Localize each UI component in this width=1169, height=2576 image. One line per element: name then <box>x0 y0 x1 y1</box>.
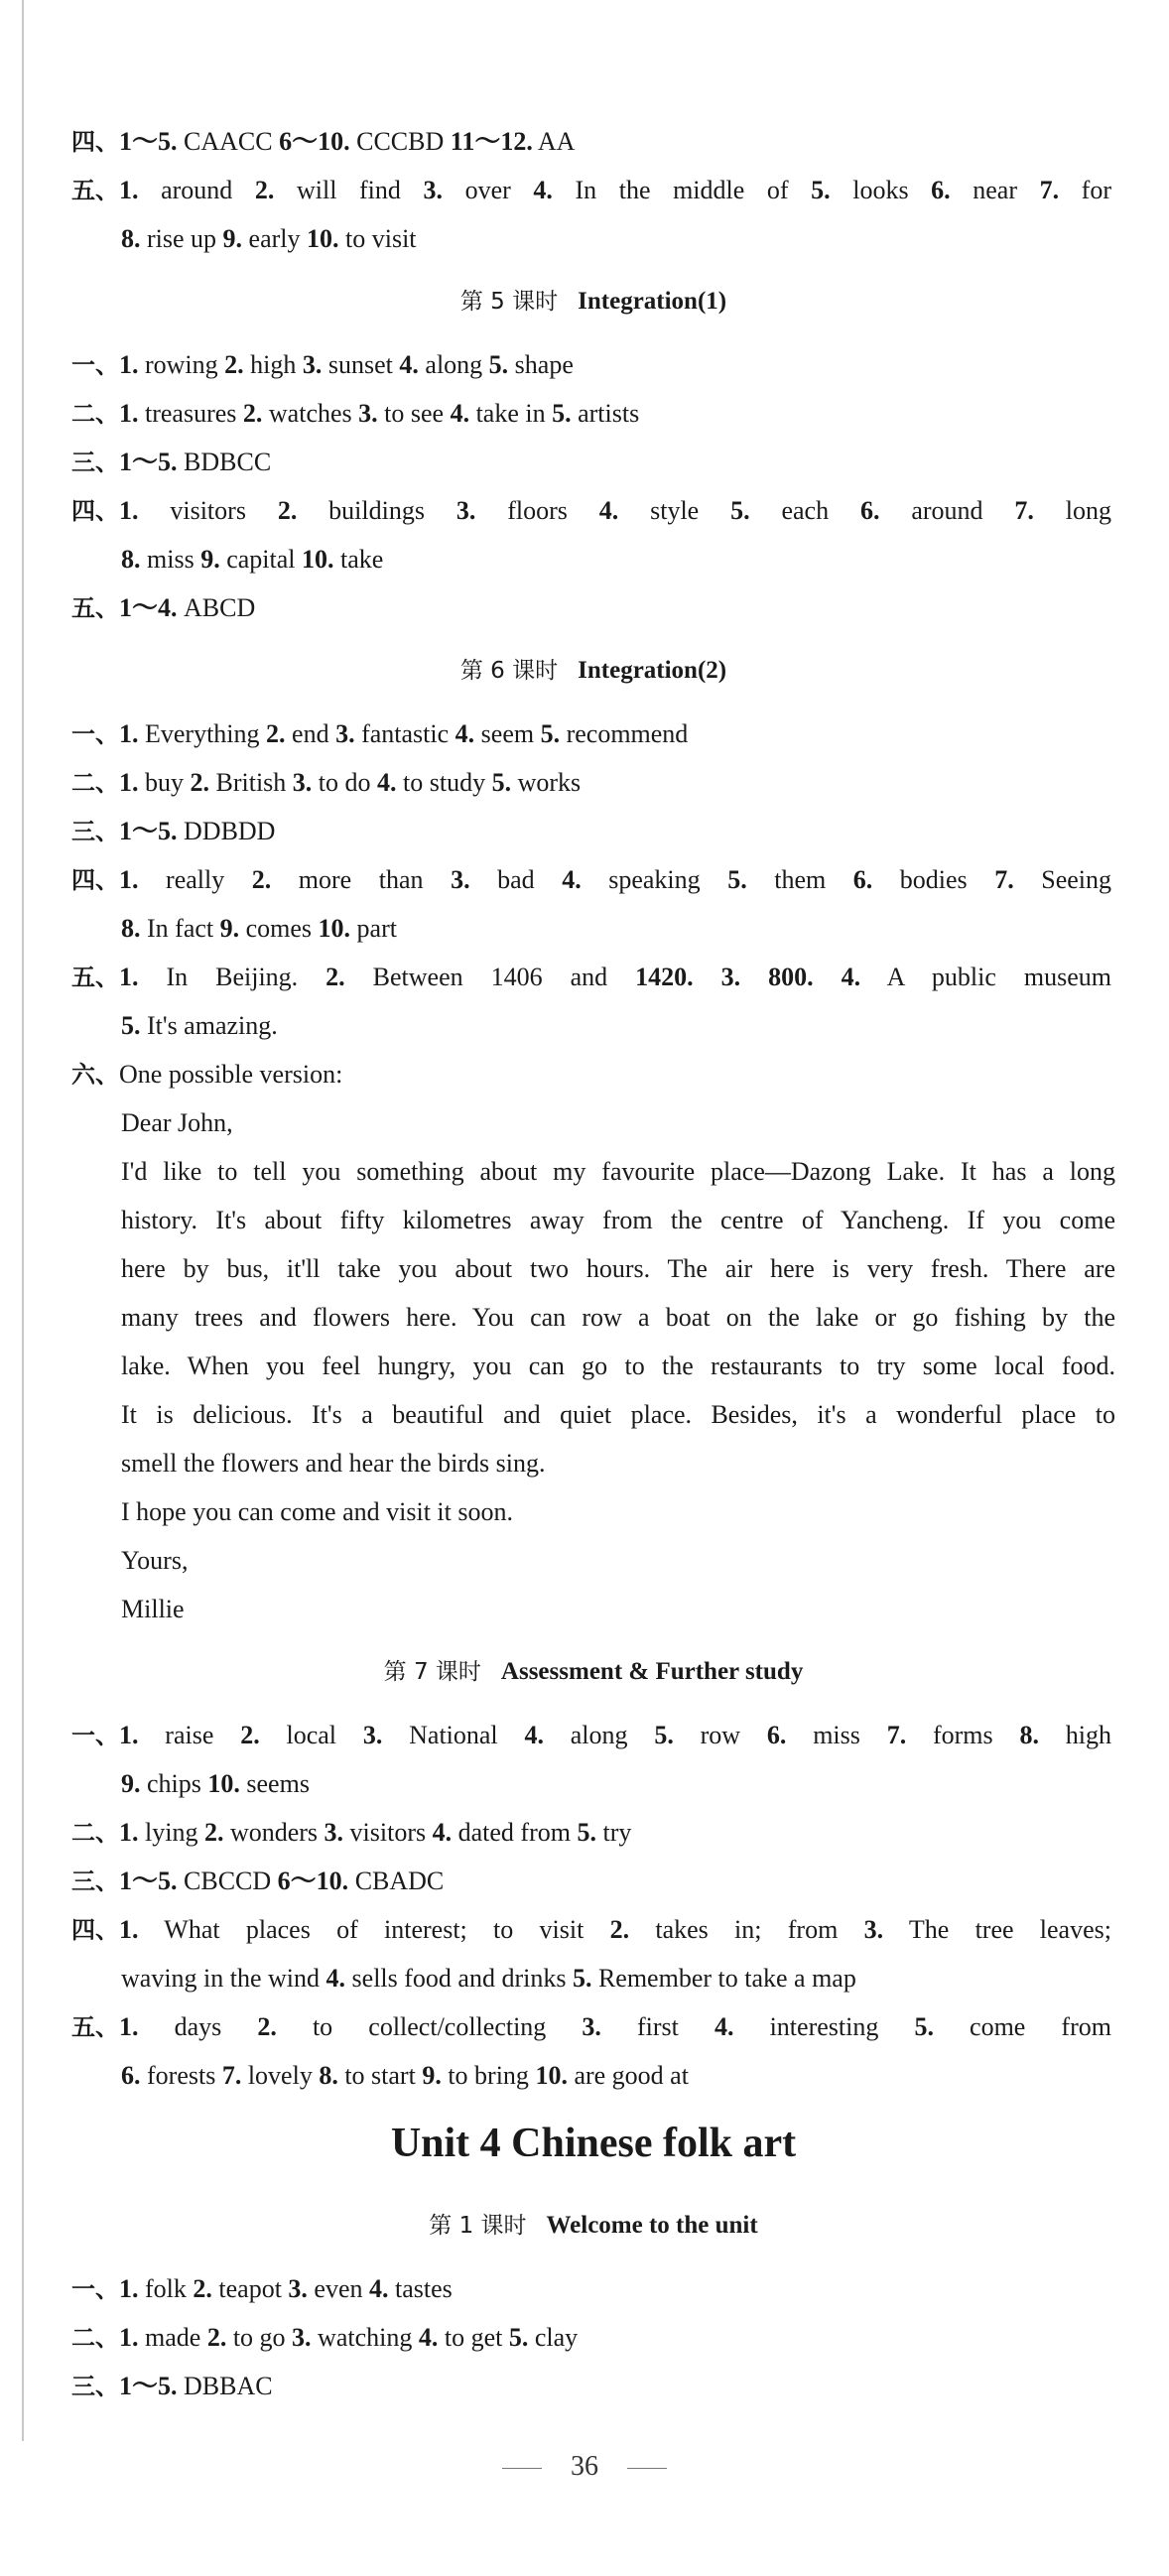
item-number: 6. <box>766 1721 787 1749</box>
answer-text: 1～5. CAACC 6～10. CCCBD 11～12. AA <box>119 127 576 156</box>
item-number: 9. <box>219 914 240 943</box>
item-number: 3. <box>288 2274 308 2303</box>
item-number: 4. <box>455 719 475 748</box>
item-number: 5. <box>654 1721 674 1749</box>
item-number: 10. <box>535 2061 568 2090</box>
item-number: 4. <box>533 176 553 204</box>
answer-line <box>71 1147 1115 1196</box>
item-number: 9. <box>222 224 243 253</box>
answer-text: smell the flowers and hear the birds sing. <box>121 1449 546 1478</box>
item-number: 1～5. <box>119 1867 178 1895</box>
section-label: 三、 <box>71 2373 119 2400</box>
answer-text: I'd like to tell you something about my favourite place—Dazong Lake. It has a long <box>121 1157 1115 1186</box>
item-number: 9. <box>121 1769 141 1798</box>
answer-text: 1. buy 2. British 3. to do 4. to study 5. works <box>119 768 582 797</box>
answer-text: Dear John, <box>121 1108 233 1137</box>
lesson-number: 第 5 课时 <box>459 289 559 315</box>
answer-line <box>71 583 1115 632</box>
lesson-heading <box>71 263 1115 340</box>
section-label: 五、 <box>71 177 119 204</box>
answer-line <box>71 1857 1115 1905</box>
item-number: 4. <box>450 399 470 428</box>
section-label: 四、 <box>71 866 119 894</box>
item-number: 1. <box>119 865 139 894</box>
answer-text: lake. When you feel hungry, you can go to the restaurants to try some local food. <box>121 1352 1115 1380</box>
answer-text: 1～5. CBCCD 6～10. CBADC <box>119 1867 445 1895</box>
answer-text: 1. visitors 2. buildings 3. floors 4. style 5. each 6. around 7. long <box>119 496 1111 525</box>
item-number: 8. <box>121 545 141 574</box>
answer-line <box>71 1808 1115 1857</box>
item-number: 1～4. <box>119 593 178 622</box>
answer-text: It is delicious. It's a beautiful and quiet place. Besides, it's a wonderful place to <box>121 1400 1115 1429</box>
item-number: 8. <box>121 224 141 253</box>
answer-text: Millie <box>121 1595 185 1623</box>
lesson-title: Integration(2) <box>578 657 727 684</box>
answer-text: here by bus, it'll take you about two hours. The air here is very fresh. There are <box>121 1254 1115 1283</box>
answer-line <box>71 2362 1115 2410</box>
answer-line <box>71 1244 1115 1293</box>
item-number: 5. <box>508 2323 529 2352</box>
answer-line <box>71 1711 1115 1759</box>
item-number: 7. <box>1014 496 1034 525</box>
item-number: 4. <box>524 1721 544 1749</box>
page-footer <box>0 2451 1169 2483</box>
lesson-title: Welcome to the unit <box>546 2212 758 2239</box>
item-number: 5. <box>577 1818 596 1847</box>
item-number: 1. <box>119 176 139 204</box>
item-number: 2. <box>254 176 275 204</box>
answer-line <box>71 166 1115 214</box>
answer-text: 1. folk 2. teapot 3. even 4. tastes <box>119 2274 453 2303</box>
section-label: 二、 <box>71 2324 119 2352</box>
answer-line <box>71 2002 1115 2051</box>
answer-line <box>71 855 1115 904</box>
answer-line <box>71 1342 1115 1390</box>
unit-title: Unit 4 Chinese folk art <box>390 2121 797 2166</box>
answer-line <box>71 2313 1115 2362</box>
answer-line <box>71 1196 1115 1244</box>
answer-line <box>71 1439 1115 1487</box>
answer-line <box>71 953 1115 1001</box>
answer-text: 1. In Beijing. 2. Between 1406 and 1420. 3. 800. 4. A public museum <box>119 963 1112 991</box>
item-number: 3. <box>292 2323 312 2352</box>
answer-line <box>71 1390 1115 1439</box>
item-number: 5. <box>491 768 512 797</box>
answer-text: 1. made 2. to go 3. watching 4. to get 5. clay <box>119 2323 579 2352</box>
item-number: 2. <box>277 496 298 525</box>
item-number: 3. <box>863 1915 884 1944</box>
item-number: 1. <box>119 1721 139 1749</box>
item-number: 4. <box>418 2323 439 2352</box>
item-number: 3. <box>423 176 443 204</box>
answer-text: Yours, <box>121 1546 189 1575</box>
item-number: 8. <box>319 2061 338 2090</box>
item-number: 2. <box>325 963 345 991</box>
item-number: 5. <box>811 176 831 204</box>
item-number: 9. <box>422 2061 442 2090</box>
answer-text: 9. chips 10. seems <box>121 1769 310 1798</box>
section-label: 四、 <box>71 497 119 525</box>
answer-line <box>71 1050 1115 1098</box>
item-number: 8. <box>121 914 141 943</box>
section-label: 一、 <box>71 1722 119 1749</box>
answer-text: 1～5. DDBDD <box>119 817 276 845</box>
item-number: 10. <box>207 1769 240 1798</box>
item-number: 2. <box>203 1818 224 1847</box>
item-number: 5. <box>121 1011 141 1040</box>
answer-text: 1. What places of interest; to visit 2. takes in; from 3. The tree leaves; <box>119 1915 1111 1944</box>
item-number: 1～5. <box>119 448 178 476</box>
item-number: 3. <box>292 768 313 797</box>
item-number: 4. <box>377 768 397 797</box>
answer-text: history. It's about fifty kilometres away from the centre of Yancheng. If you come <box>121 1206 1115 1234</box>
item-number: 6～10. <box>277 1867 349 1895</box>
answer-text: 1～5. BDBCC <box>119 448 272 476</box>
item-number: 1. <box>119 496 139 525</box>
answer-text: 8. rise up 9. early 10. to visit <box>121 224 417 253</box>
answer-line <box>71 904 1115 953</box>
item-number: 7. <box>994 865 1014 894</box>
answer-text: One possible version: <box>119 1060 343 1089</box>
item-number: 1. <box>119 2323 139 2352</box>
answer-text: 5. It's amazing. <box>121 1011 278 1040</box>
answer-line <box>71 1759 1115 1808</box>
item-number: 11～12. <box>450 127 533 156</box>
item-number: 3. <box>582 2012 601 2041</box>
section-label: 五、 <box>71 594 119 622</box>
item-number: 4. <box>369 2274 389 2303</box>
item-number: 1. <box>119 350 139 379</box>
item-number: 2. <box>193 2274 212 2303</box>
answer-text: 1. really 2. more than 3. bad 4. speaking 5. them 6. bodies 7. Seeing <box>119 865 1112 894</box>
item-number: 4. <box>841 963 861 991</box>
section-label: 二、 <box>71 1819 119 1847</box>
item-number: 2. <box>609 1915 630 1944</box>
section-label: 三、 <box>71 1868 119 1895</box>
answer-line <box>71 807 1115 855</box>
answer-text: 1. treasures 2. watches 3. to see 4. take in 5. artists <box>119 399 640 428</box>
section-label: 三、 <box>71 449 119 476</box>
item-number: 10. <box>318 914 351 943</box>
lesson-heading <box>71 632 1115 709</box>
item-number: 4. <box>432 1818 453 1847</box>
section-label: 三、 <box>71 818 119 845</box>
answer-line <box>71 486 1115 535</box>
answer-line <box>71 535 1115 583</box>
item-number: 6. <box>852 865 873 894</box>
item-number: 1. <box>119 1915 139 1944</box>
answer-text: 1. lying 2. wonders 3. visitors 4. dated from 5. try <box>119 1818 632 1847</box>
item-number: 6. <box>121 2061 141 2090</box>
answer-line <box>71 1536 1115 1585</box>
answer-text: 1. rowing 2. high 3. sunset 4. along 5. shape <box>119 350 574 379</box>
item-number: 3. <box>720 963 741 991</box>
answer-line <box>71 1954 1115 2002</box>
answer-text: 1. around 2. will find 3. over 4. In the middle of 5. looks 6. near 7. for <box>119 176 1112 204</box>
item-number: 5. <box>552 399 572 428</box>
item-number: 1～5. <box>119 127 178 156</box>
lesson-heading <box>71 2187 1115 2264</box>
item-number: 2. <box>266 719 286 748</box>
section-label: 二、 <box>71 400 119 428</box>
answer-line <box>71 1293 1115 1342</box>
item-number: 6～10. <box>279 127 350 156</box>
item-number: 2. <box>242 399 263 428</box>
item-number: 3. <box>451 865 470 894</box>
item-number: 5. <box>914 2012 934 2041</box>
item-number: 2. <box>257 2012 277 2041</box>
item-number: 1～5. <box>119 817 178 845</box>
item-number: 3. <box>358 399 378 428</box>
lesson-number: 第 6 课时 <box>459 658 559 684</box>
answer-line <box>71 709 1115 758</box>
answer-line <box>71 758 1115 807</box>
section-label: 二、 <box>71 769 119 797</box>
item-number: 1. <box>119 719 139 748</box>
answer-line <box>71 214 1115 263</box>
item-number: 3. <box>455 496 476 525</box>
answer-line <box>71 340 1115 389</box>
item-number: 1～5. <box>119 2372 178 2400</box>
item-number: 7. <box>221 2061 242 2090</box>
section-label: 五、 <box>71 2013 119 2041</box>
item-number: 2. <box>224 350 244 379</box>
lesson-heading <box>71 1633 1115 1711</box>
item-number: 3. <box>362 1721 383 1749</box>
item-number: 4. <box>325 1964 346 1993</box>
item-number: 1. <box>119 399 139 428</box>
item-number: 4. <box>598 496 619 525</box>
answer-text: 8. miss 9. capital 10. take <box>121 545 384 574</box>
item-number: 9. <box>200 545 220 574</box>
answer-text: many trees and flowers here. You can row a boat on the lake or go fishing by the <box>121 1303 1115 1332</box>
footer-dash-right <box>627 2468 667 2469</box>
item-number: 7. <box>1039 176 1060 204</box>
lesson-number: 第 7 课时 <box>383 1659 481 1685</box>
page-number: 36 <box>571 2451 598 2482</box>
answer-line <box>71 1905 1115 1954</box>
section-label: 一、 <box>71 720 119 748</box>
answer-line <box>71 1001 1115 1050</box>
answer-text: 8. In fact 9. comes 10. part <box>121 914 397 943</box>
item-number: 1420. <box>635 963 694 991</box>
answer-line <box>71 2051 1115 2100</box>
item-number: 4. <box>714 2012 734 2041</box>
lesson-title: Assessment & Further study <box>500 1658 804 1685</box>
item-number: 1. <box>119 2012 139 2041</box>
item-number: 8. <box>1019 1721 1039 1749</box>
item-number: 3. <box>324 1818 344 1847</box>
item-number: 2. <box>190 768 209 797</box>
answer-text: I hope you can come and visit it soon. <box>121 1497 513 1526</box>
item-number: 1. <box>119 1818 139 1847</box>
answer-line <box>71 2264 1115 2313</box>
answer-text: 1～5. DBBAC <box>119 2372 273 2400</box>
item-number: 1. <box>119 2274 139 2303</box>
item-number: 6. <box>931 176 951 204</box>
item-number: 5. <box>488 350 509 379</box>
answer-text: 1～4. ABCD <box>119 593 256 622</box>
section-label: 一、 <box>71 2275 119 2303</box>
item-number: 1. <box>119 768 139 797</box>
item-number: 2. <box>206 2323 227 2352</box>
answer-line <box>71 117 1115 166</box>
item-number: 4. <box>399 350 419 379</box>
item-number: 10. <box>301 545 334 574</box>
answer-line <box>71 438 1115 486</box>
item-number: 4. <box>562 865 582 894</box>
answer-line <box>71 389 1115 438</box>
item-number: 5. <box>540 719 561 748</box>
answer-text: 6. forests 7. lovely 8. to start 9. to bring 10. are good at <box>121 2061 689 2090</box>
margin-rule <box>22 0 24 2441</box>
item-number: 800. <box>768 963 814 991</box>
item-number: 2. <box>251 865 272 894</box>
answer-text: 1. days 2. to collect/collecting 3. first 4. interesting 5. come from <box>119 2012 1111 2041</box>
answer-line <box>71 1098 1115 1147</box>
item-number: 6. <box>859 496 880 525</box>
answer-line <box>71 1487 1115 1536</box>
section-label: 六、 <box>71 1061 119 1089</box>
section-label: 五、 <box>71 964 119 991</box>
item-number: 3. <box>302 350 323 379</box>
item-number: 5. <box>730 496 750 525</box>
answer-text: 1. Everything 2. end 3. fantastic 4. seem 5. recommend <box>119 719 689 748</box>
answer-text: 1. raise 2. local 3. National 4. along 5. row 6. miss 7. forms 8. high <box>119 1721 1111 1749</box>
section-label: 四、 <box>71 1916 119 1944</box>
lesson-title: Integration(1) <box>578 288 727 315</box>
lesson-number: 第 1 课时 <box>429 2213 527 2239</box>
item-number: 2. <box>240 1721 260 1749</box>
answer-text: waving in the wind 4. sells food and drinks 5. Remember to take a map <box>121 1964 856 1993</box>
item-number: 5. <box>572 1964 592 1993</box>
answer-line <box>71 1585 1115 1633</box>
section-label: 一、 <box>71 351 119 379</box>
section-label: 四、 <box>71 128 119 156</box>
item-number: 3. <box>335 719 355 748</box>
item-number: 10. <box>307 224 339 253</box>
item-number: 1. <box>119 963 139 991</box>
item-number: 7. <box>886 1721 907 1749</box>
footer-dash-left <box>502 2468 542 2469</box>
answer-content <box>71 117 1115 2410</box>
item-number: 5. <box>727 865 747 894</box>
